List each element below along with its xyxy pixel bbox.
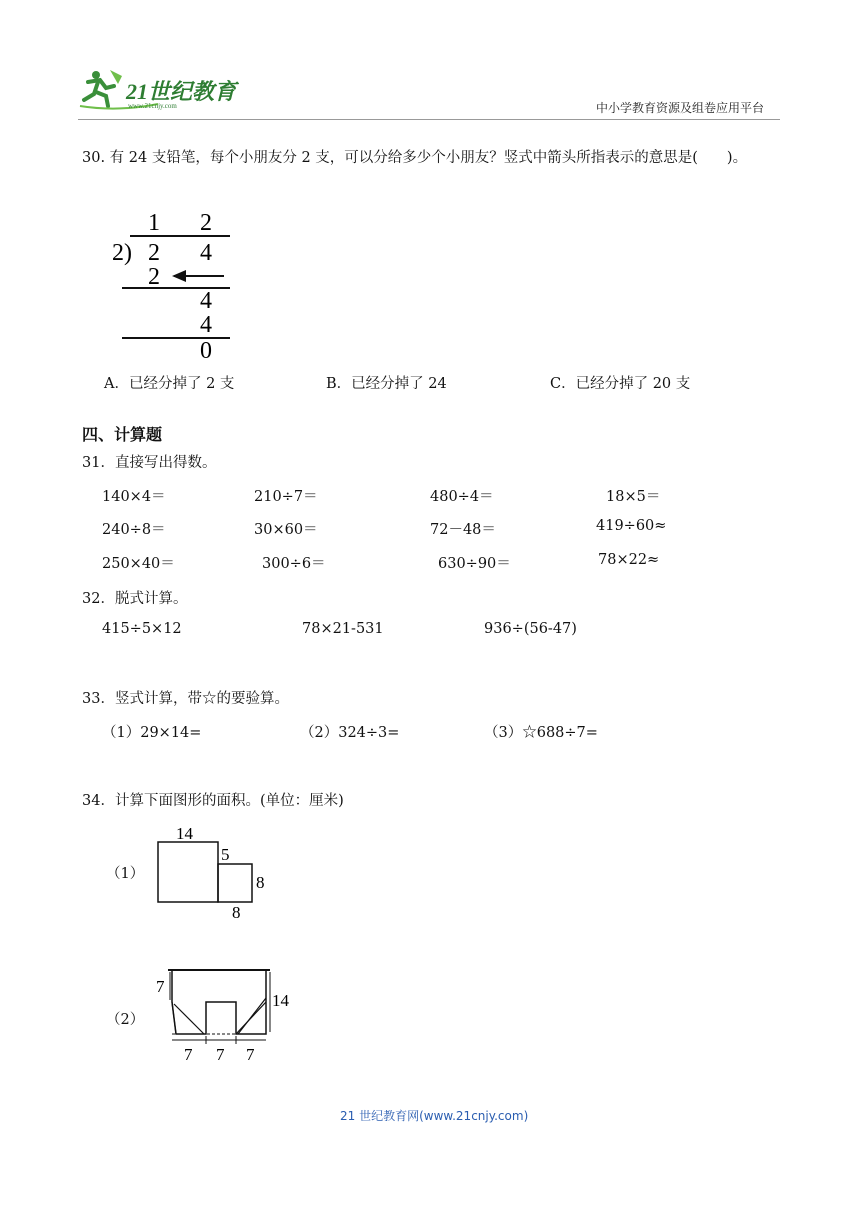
figure-1-composite-rectangles — [150, 822, 280, 922]
left-slant — [172, 1002, 176, 1034]
platform-name: 中小学教育资源及组卷应用平台 — [596, 101, 765, 115]
step-value: 4 — [200, 312, 212, 338]
small-rectangle — [218, 864, 252, 902]
fig2-label: （2） — [106, 1012, 145, 1028]
q30-option-c: C．已经分掉了 20 支 — [550, 376, 691, 392]
logo-url: www.21cnjy.com — [128, 102, 177, 110]
section-title: 四、计算题 — [82, 425, 163, 444]
shape-outline — [172, 970, 266, 1034]
q33-item: （3）☆688÷7= — [484, 725, 598, 741]
q32-item: 78×21-531 — [302, 621, 384, 637]
q33-item: （1）29×14= — [102, 725, 202, 741]
q32-stem: 32．脱式计算。 — [82, 591, 188, 607]
dim-label: 5 — [221, 845, 230, 864]
q32-item: 936÷(56-47) — [484, 621, 577, 637]
q31-item: 140×4＝ — [102, 489, 166, 505]
large-square — [158, 842, 218, 902]
q31-item: 18×5＝ — [606, 489, 661, 505]
right-diag — [238, 998, 266, 1034]
dim-label: 7 — [216, 1045, 225, 1064]
fig1-label: （1） — [106, 866, 145, 882]
dim-label: 8 — [232, 903, 241, 922]
q31-item: 630÷90＝ — [438, 556, 511, 572]
q31-item: 300÷6＝ — [262, 556, 326, 572]
quotient-digit: 2 — [200, 210, 212, 236]
q31-item: 78×22≈ — [598, 552, 660, 568]
figure-2-trapezoid-shape — [150, 962, 300, 1066]
q31-item: 419÷60≈ — [596, 518, 667, 534]
step-value: 2 — [148, 264, 160, 290]
dividend-digit: 4 — [200, 240, 212, 266]
q30-stem: 30. 有 24 支铅笔，每个小朋友分 2 支，可以分给多少个小朋友？竖式中箭头所指表示的意思是( )。 — [82, 150, 748, 166]
dividend-digit: 2 — [148, 240, 160, 266]
q30-option-a: A．已经分掉了 2 支 — [104, 376, 235, 392]
q31-item: 72－48＝ — [430, 522, 496, 538]
q30-long-division — [108, 206, 238, 362]
dim-label: 7 — [156, 977, 165, 996]
q31-item: 480÷4＝ — [430, 489, 494, 505]
footer-link[interactable]: 21 世纪教育网(www.21cnjy.com) — [340, 1109, 529, 1123]
logo-text: 21世纪教育 — [126, 79, 237, 104]
q31-item: 240÷8＝ — [102, 522, 166, 538]
q31-item: 30×60＝ — [254, 522, 318, 538]
q31-stem: 31．直接写出得数。 — [82, 455, 217, 471]
step-value: 4 — [200, 288, 212, 314]
quotient-digit: 1 — [148, 210, 160, 236]
q30-option-b: B．已经分掉了 24 — [326, 376, 447, 392]
dim-label: 14 — [176, 824, 193, 843]
dim-label: 8 — [256, 873, 265, 892]
q31-item: 210÷7＝ — [254, 489, 318, 505]
q33-item: （2）324÷3= — [300, 725, 400, 741]
site-logo — [78, 66, 248, 112]
header-divider — [78, 119, 780, 120]
remainder: 0 — [200, 338, 212, 362]
q31-item: 250×40＝ — [102, 556, 175, 572]
q33-stem: 33．竖式计算，带☆的要验算。 — [82, 691, 289, 707]
q34-stem: 34．计算下面图形的面积。(单位：厘米) — [82, 793, 344, 809]
dim-label: 14 — [272, 991, 289, 1010]
divisor: 2) — [112, 240, 132, 266]
q32-item: 415÷5×12 — [102, 621, 182, 637]
dim-label: 7 — [246, 1045, 255, 1064]
arrow-icon — [172, 270, 224, 282]
dim-label: 7 — [184, 1045, 193, 1064]
left-diag — [174, 1004, 204, 1034]
